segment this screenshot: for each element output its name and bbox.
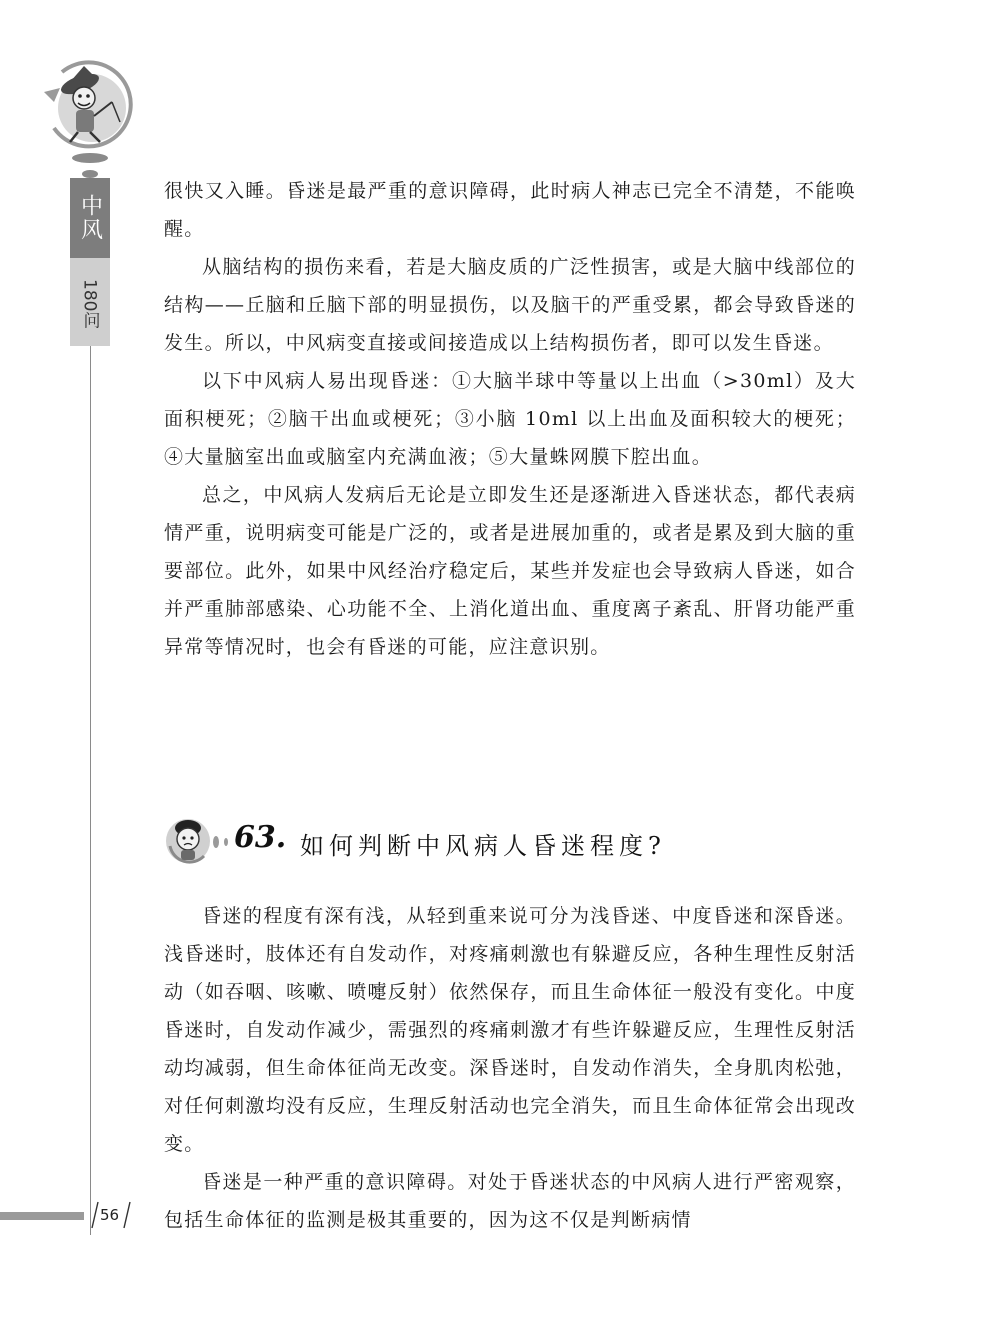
body-text-top (164, 172, 856, 666)
paragraph: 昏迷是一种严重的意识障碍。对处于昏迷状态的中风病人进行严密观察，包括生命体征的监测是极其重要的，因为这不仅是判断病情 (164, 1171, 856, 1231)
paragraph: 总之，中风病人发病后无论是立即发生还是逐渐进入昏迷状态，都代表病情严重，说明病变可能是广泛的，或者是进展加重的，或者是累及到大脑的重要部位。此外，如果中风经治疗稳定后，某些并发症也会导致病人昏迷，如合并严重肺部感染、心功能不全、上消化道出血、重度离子紊乱、肝肾功能严重异常等情况时，也会有昏迷的可能，应注意识别。 (164, 484, 856, 658)
paragraph: 从脑结构的损伤来看，若是大脑皮质的广泛性损害，或是大脑中线部位的结构——丘脑和丘脑下部的明显损伤，以及脑干的严重受累，都会导致昏迷的发生。所以，中风病变直接或间接造成以上结构损伤者，即可以发生昏迷。 (164, 256, 856, 354)
margin-rule (90, 345, 91, 1235)
paragraph: 昏迷的程度有深有浅，从轻到重来说可分为浅昏迷、中度昏迷和深昏迷。浅昏迷时，肢体还有自发动作，对疼痛刺激也有躲避反应，各种生理性反射活动（如吞咽、咳嗽、喷嚏反射）依然保存，而且生命体征一般没有变化。中度昏迷时，自发动作减少，需强烈的疼痛刺激才有些许躲避反应，生理性反射活动均减弱，但生命体征尚无改变。深昏迷时，自发动作消失，全身肌肉松弛，对任何刺激均没有反应，生理反射活动也完全消失，而且生命体征常会出现改变。 (164, 905, 856, 1155)
page-number: 56 (100, 1206, 120, 1224)
body-text-bottom (164, 897, 856, 1239)
folio-bar (0, 1212, 84, 1220)
chapter-label: 中风 (70, 178, 110, 258)
thinking-head-icon (164, 812, 236, 870)
chapter-subtitle: 180问 (79, 279, 100, 329)
paragraph: 很快又入睡。昏迷是最严重的意识障碍，此时病人神志已完全不清楚，不能唤醒。 (164, 180, 856, 240)
question-heading (164, 812, 724, 872)
chapter-side-tab (70, 178, 110, 346)
question-title: 如何判断中风病人昏迷程度? (300, 832, 666, 860)
paragraph: 以下中风病人易出现昏迷：①大脑半球中等量以上出血（>30ml）及大面积梗死；②脑干出血或梗死；③小脑 10ml 以上出血及面积较大的梗死；④大量脑室出血或脑室内充满血液；⑤大量蛛网膜下腔出血。 (164, 370, 856, 468)
doctor-mascot-icon (40, 58, 140, 178)
question-number: 63. (234, 820, 287, 855)
